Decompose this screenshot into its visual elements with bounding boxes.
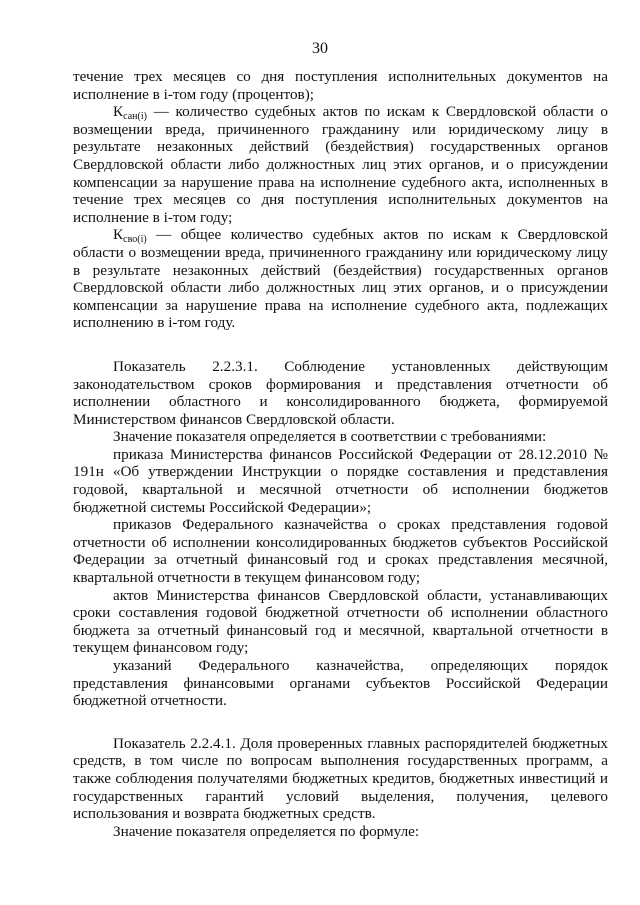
variable-subscript: сан(i) <box>123 111 147 123</box>
variable-symbol: $К_{сан(i)}$ <box>113 103 147 123</box>
page-number: 30 <box>312 40 328 57</box>
variable-symbol: $К_{сво(i)}$ <box>113 226 147 246</box>
requirement-minfin-order: приказа Министерства финансов Российской Федерации от 28.12.2010 № 191н «Об утверждении Инструкции о порядке составления и представления годовой, квартальной и месячной отчетности об исполнении бюджетов бюджетной системы Российской Федерации»; <box>73 445 608 516</box>
paragraph-spacer <box>73 710 608 735</box>
requirement-regional-acts: актов Министерства финансов Свердловской области, устанавливающих сроки составления годовой бюджетной отчетности об исполнении областного бюджета за отчетный финансовый год и месячной, квартальной отчетности в текущем финансовом году; <box>73 586 608 657</box>
document-body <box>73 68 608 840</box>
definition-k-san <box>73 103 608 226</box>
indicator-2231-heading: Показатель 2.2.3.1. Соблюдение установленных действующим законодательством сроков формирования и представления отчетности об исполнении областного и консолидированного бюджета, формируемой Министерством финансов Свердловской области. <box>73 357 608 428</box>
requirements-intro: Значение показателя определяется в соответствии с требованиями: <box>113 428 547 446</box>
definition-text: — общее количество судебных актов по искам к Свердловской области о возмещении вреда, причиненного гражданину или юридическому лицу в результате незаконных действий (бездействия) государственных органов Свердловской области либо должностных лиц этих органов, и о присуждении компенсации за нарушение права на исполнение судебного акта, подлежащих исполнению в i-том году. <box>73 226 608 332</box>
definition-k-svo <box>73 226 608 332</box>
requirement-treasury-orders: приказов Федерального казначейства о сроках представления годовой отчетности об исполнении консолидированных бюджетов субъектов Российской Федерации за отчетный финансовый год и сроках представления месячной, квартальной отчетности в текущем финансовом году; <box>73 516 608 587</box>
requirement-treasury-instructions: указаний Федерального казначейства, определяющих порядок представления финансовыми органами субъектов Российской Федерации бюджетной отчетности. <box>73 657 608 710</box>
paragraph-spacer <box>73 332 608 358</box>
indicator-2241-heading: Показатель 2.2.4.1. Доля проверенных главных распорядителей бюджетных средств, в том числе по вопросам выполнения государственных программ, а также соблюдения получателями бюджетных кредитов, бюджетных инвестиций и государственных гарантий условий выделения, получения, целевого использования и возврата бюджетных средств. <box>73 734 608 823</box>
definition-text: — количество судебных актов по искам к Свердловской области о возмещении вреда, причиненного гражданину или юридическому лицу в результате незаконных действий (бездействия) государственных органов Свердловской области либо должностных лиц этих органов, и о присуждении компенсации за нарушение права на исполнение судебного акта, исполненных в течение трех месяцев со дня поступления исполнительных документов на исполнение в i-том году; <box>73 103 608 226</box>
variable-subscript: сво(i) <box>123 234 147 246</box>
formula-intro: Значение показателя определяется по формуле: <box>113 822 420 840</box>
paragraph-continuation: течение трех месяцев со дня поступления исполнительных документов на исполнение в i-том году (процентов); <box>73 68 608 103</box>
